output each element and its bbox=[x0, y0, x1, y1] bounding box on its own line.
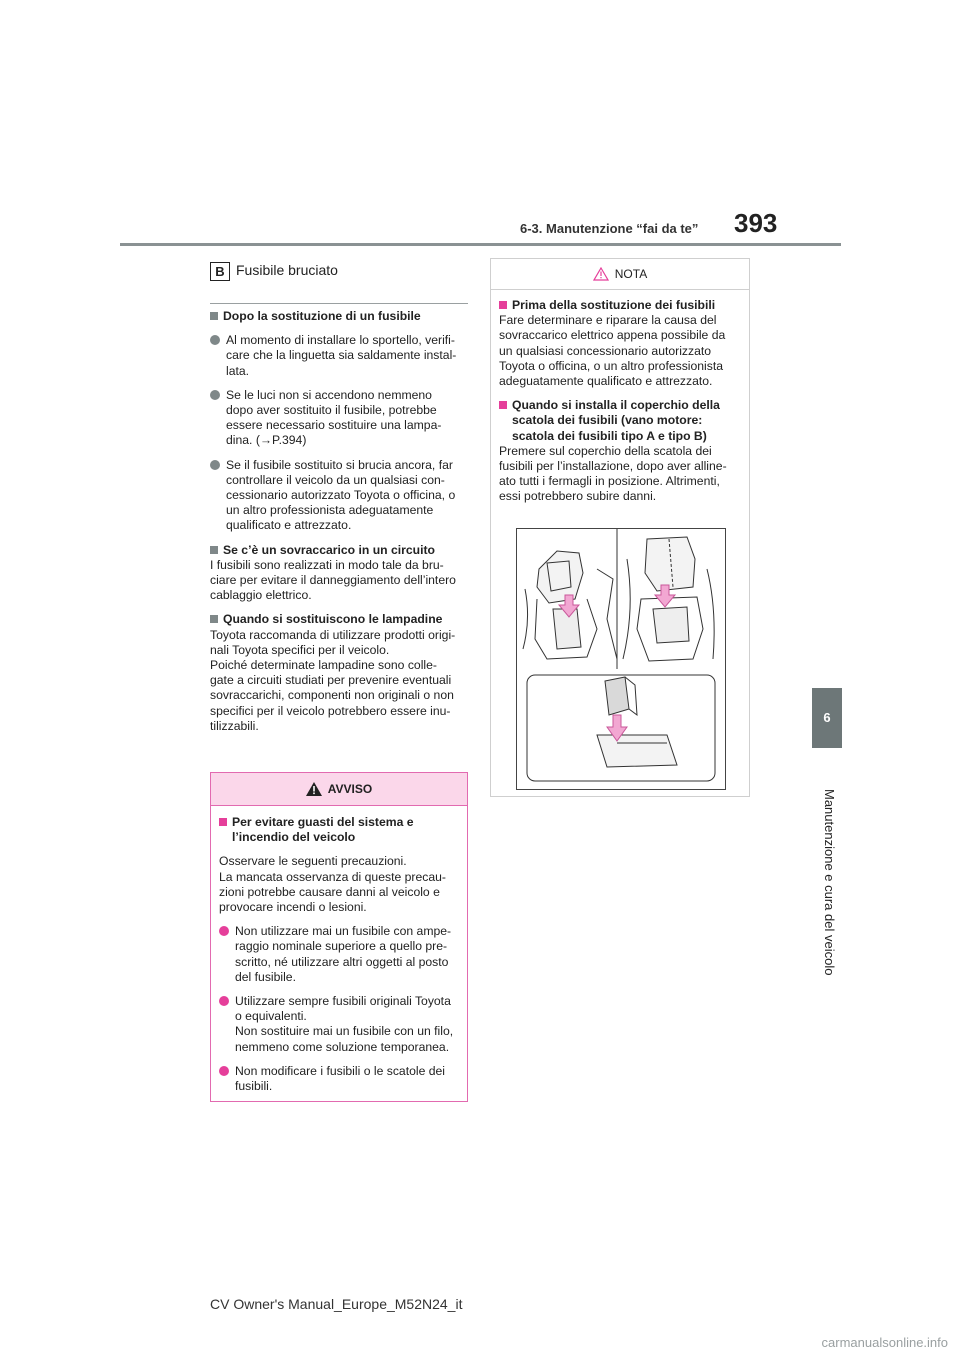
warning-header bbox=[211, 773, 467, 806]
chapter-side-label: Manutenzione e cura del veicolo bbox=[822, 789, 837, 976]
footer-manual-id: CV Owner's Manual_Europe_M52N24_it bbox=[210, 1296, 463, 1312]
bullet-item: Se le luci non si accendono nemmeno dopo aver sostituito il fusibile, potrebbe essere necessario sostituire una lampa- dina. (→P.394) bbox=[210, 388, 468, 449]
section-title: 6-3. Manutenzione “fai da te” bbox=[520, 221, 699, 236]
figure-legend bbox=[210, 262, 338, 281]
note-header bbox=[491, 259, 749, 290]
bullet-item: Se il fusibile sostituito si brucia ancora, far controllare il veicolo da un qualsiasi con- cessionario autorizzato Toyota o officina, o un altro professionista adeguatamente qualificato e attrezzato. bbox=[210, 458, 468, 534]
warning-intro: Osservare le seguenti precauzioni. La mancata osservanza di queste precau- zioni potrebbe causare danni al veicolo e provocare incendi o lesioni. bbox=[219, 854, 446, 915]
heading-overload: Se c’è un sovraccarico in un circuito bbox=[210, 543, 468, 558]
caution-triangle-icon bbox=[593, 267, 609, 281]
paragraph: I fusibili sono realizzati in modo tale da bru- ciare per evitare il danneggiamento dell’intero cablaggio elettrico. bbox=[210, 557, 456, 603]
note-body bbox=[491, 290, 749, 505]
warning-bullet: Non utilizzare mai un fusibile con ampe- raggio nominale superiore a quello pre- scritto, né utilizzare altri oggetti al posto del fusibile. bbox=[219, 924, 459, 985]
note-heading: Quando si installa il coperchio della scatola dei fusibili (vano motore: scatola dei fusibili tipo A e tipo B) bbox=[499, 398, 741, 444]
bullet-item: Al momento di installare lo sportello, verifi- care che la linguetta sia saldamente instal- lata. bbox=[210, 333, 468, 379]
heading-after-replacement: Dopo la sostituzione di un fusibile bbox=[210, 309, 468, 324]
header-rule bbox=[120, 243, 841, 246]
note-paragraph: Premere sul coperchio della scatola dei fusibili per l’installazione, dopo aver alline- ato tutti i fermagli in posizione. Altrimenti, essi potrebbero subire danni. bbox=[499, 443, 727, 504]
chapter-tab: 6 bbox=[812, 688, 842, 748]
legend-text: Fusibile bruciato bbox=[236, 262, 338, 279]
column-divider bbox=[210, 303, 468, 304]
note-heading: Prima della sostituzione dei fusibili bbox=[499, 298, 741, 313]
paragraph: Toyota raccomanda di utilizzare prodotti origi- nali Toyota specifici per il veicolo. Poiché determinate lampadine sono colle- gate a circuiti studiati per prevenire eventuali sovraccarichi, componenti non originali o non specifici per il veicolo potrebbero essere inu- tilizzabili. bbox=[210, 627, 456, 733]
warning-bullet: Utilizzare sempre fusibili originali Toyota o equivalenti. Non sostituire mai un fusibile con un filo, nemmeno come soluzione temporanea. bbox=[219, 994, 459, 1055]
left-column bbox=[210, 309, 468, 743]
fuse-box-cover-illustration bbox=[516, 528, 726, 790]
warning-triangle-icon bbox=[306, 782, 322, 796]
engine-bay-drawing bbox=[517, 529, 725, 789]
page-number: 393 bbox=[734, 208, 778, 238]
warning-box bbox=[210, 772, 468, 1102]
warning-title: AVVISO bbox=[327, 782, 373, 796]
watermark: carmanualsonline.info bbox=[821, 1335, 948, 1350]
note-paragraph: Fare determinare e riparare la causa del sovraccarico elettrico appena possibile da un qualsiasi concessionario autorizzato Toyota o officina, o un altro professionista adeguatamente qualificato e attrezzato. bbox=[499, 313, 726, 389]
warning-body bbox=[211, 806, 467, 1094]
warning-bullet: Non modificare i fusibili o le scatole dei fusibili. bbox=[219, 1064, 459, 1094]
note-title: NOTA bbox=[614, 267, 648, 281]
legend-badge: B bbox=[210, 262, 230, 281]
warning-heading: Per evitare guasti del sistema e l’incendio del veicolo bbox=[219, 815, 459, 845]
heading-bulbs: Quando si sostituiscono le lampadine bbox=[210, 612, 468, 627]
